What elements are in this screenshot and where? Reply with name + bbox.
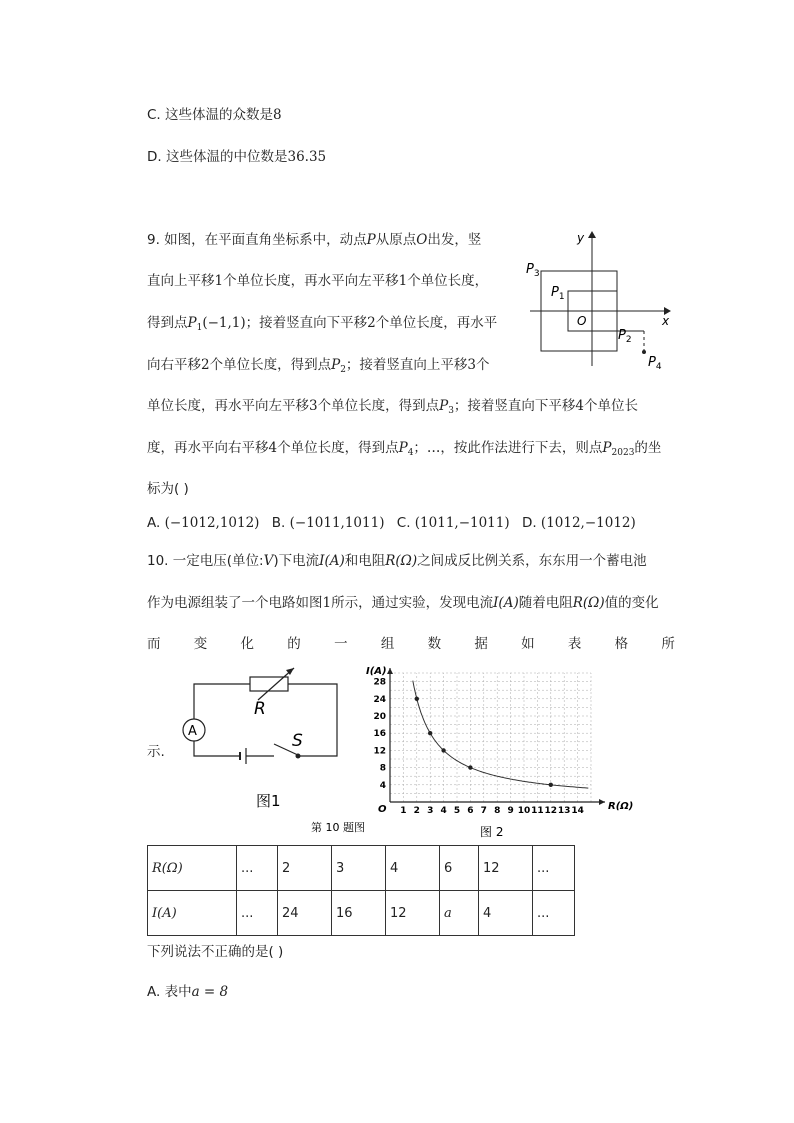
chart-x-tick: 14: [571, 806, 584, 816]
table-cell: 4: [386, 846, 440, 891]
q9-line-5: 单位长度，再水平向左平移3个单位长度，得到点$P_3$；接着竖直向下平移4个单位长: [147, 398, 639, 416]
label-p4: $P_4$: [648, 355, 662, 372]
q9-coordinate-figure: [520, 226, 680, 376]
q10-line-1: 10. 一定电压(单位:V)下电流I(A)和电阻R(Ω)之间成反比例关系，东东用一个蓄电池: [147, 553, 647, 569]
table-cell: 12: [386, 891, 440, 936]
table-cell: 16: [332, 891, 386, 936]
chart-point: [468, 765, 472, 769]
q10-option-a[interactable]: A. 表中a = 8: [147, 984, 229, 1000]
figure-caption: 第 10 题图: [311, 821, 365, 834]
q9-choice-b[interactable]: B. (−1011,1011): [271, 515, 385, 531]
q9-line-6: 度，再水平向右平移4个单位长度，得到点$P_4$；…，按此作法进行下去，则点$P_{2023}$的坐: [147, 440, 662, 458]
origin-label: O: [577, 314, 587, 328]
q9-choice-c[interactable]: C. (1011,−1011): [396, 515, 510, 531]
label-p2: $P_2$: [618, 328, 632, 345]
q9-choice-d[interactable]: D. (1012,−1012): [521, 515, 636, 531]
table-cell: 24: [278, 891, 332, 936]
chart-y-tick: 8: [379, 763, 386, 774]
q9-line-4: 向右平移2个单位长度，得到点$P_2$；接着竖直向上平移3个: [147, 357, 490, 375]
q10-question: 下列说法不正确的是( ): [147, 944, 284, 960]
option-c: C. 这些体温的众数是8: [147, 107, 282, 123]
chart-x-tick: 6: [467, 806, 474, 816]
q9-line-7: 标为( ): [147, 481, 189, 497]
chart-point: [415, 697, 419, 701]
chart-origin: O: [378, 804, 387, 815]
chart-x-tick: 12: [544, 806, 558, 816]
chart-y-tick: 4: [379, 780, 386, 791]
table-cell: ...: [237, 846, 278, 891]
q10-line-2: 作为电源组装了一个电路如图1所示，通过实验，发现电流I(A)随着电阻R(Ω)值的变化: [147, 595, 659, 611]
chart-x-tick: 7: [480, 806, 487, 816]
chart-x-tick: 10: [517, 806, 531, 816]
table-cell: 6: [440, 846, 479, 891]
switch-label: S: [292, 731, 303, 751]
chart-x-tick: 5: [453, 806, 461, 816]
table-cell: ...: [533, 891, 575, 936]
q9-choices: [147, 514, 636, 532]
table-cell: I(A): [148, 891, 237, 936]
chart-y-tick: 12: [373, 746, 386, 757]
q9-line-1: 9. 如图，在平面直角坐标系中，动点P从原点O出发，竖: [147, 232, 482, 248]
chart-x-tick: 3: [427, 806, 434, 816]
table-cell: 12: [479, 846, 533, 891]
chart-x-tick: 2: [413, 806, 420, 816]
table-cell: 3: [332, 846, 386, 891]
chart-ylabel: I(A): [366, 666, 387, 677]
ammeter-label: A: [188, 724, 197, 739]
table-cell: ...: [533, 846, 575, 891]
chart-y-tick: 20: [373, 712, 386, 722]
switch-contact: [296, 754, 301, 759]
table-row: [148, 891, 575, 936]
q10-line-4: 示.: [147, 744, 165, 760]
figure1-caption: 图1: [256, 792, 281, 810]
chart-xlabel: R(Ω): [608, 801, 634, 812]
chart-x-tick: 11: [531, 806, 544, 816]
chart-x-tick: 13: [557, 806, 571, 816]
chart-y-tick: 24: [373, 694, 386, 705]
q10-line-3: 而 变 化 的 一 组 数 据 如 表 格 所: [147, 636, 675, 652]
chart-curve: [413, 681, 589, 789]
option-d: D. 这些体温的中位数是36.35: [147, 149, 327, 165]
q9-choice-a[interactable]: A. (−1012,1012): [147, 515, 260, 531]
y-axis-label: y: [577, 231, 585, 245]
circuit-diagram: [172, 664, 365, 844]
resistor-label: R: [254, 699, 266, 719]
q9-line-2: 直向上平移1个单位长度，再水平向左平移1个单位长度，: [147, 273, 489, 289]
label-p3: $P_3$: [526, 262, 540, 279]
chart-x-tick: 4: [440, 806, 447, 816]
chart-x-tick: 1: [400, 806, 407, 816]
q9-line-3: 得到点$P_1(-1,1)$；接着竖直向下平移2个单位长度，再水平: [147, 315, 498, 333]
table-cell: 4: [479, 891, 533, 936]
label-p1: $P_1$: [551, 285, 565, 302]
point-p4: [642, 350, 646, 354]
chart-x-tick: 9: [507, 806, 514, 816]
chart-grid: [390, 673, 591, 802]
table-cell: 2: [278, 846, 332, 891]
chart-y-tick: 28: [373, 677, 386, 688]
chart-point: [549, 783, 553, 787]
x-axis-label: x: [662, 314, 670, 328]
table-cell: a: [440, 891, 479, 936]
chart-caption: 图 2: [480, 825, 504, 839]
table-cell: R(Ω): [148, 846, 237, 891]
table-cell: ...: [237, 891, 278, 936]
chart-point: [441, 748, 445, 752]
chart-y-tick: 16: [373, 729, 386, 740]
chart-x-tick: 8: [494, 806, 501, 816]
chart-point: [428, 731, 432, 735]
current-resistance-chart: [360, 662, 640, 842]
data-table: [147, 845, 575, 936]
table-row: [148, 846, 575, 891]
